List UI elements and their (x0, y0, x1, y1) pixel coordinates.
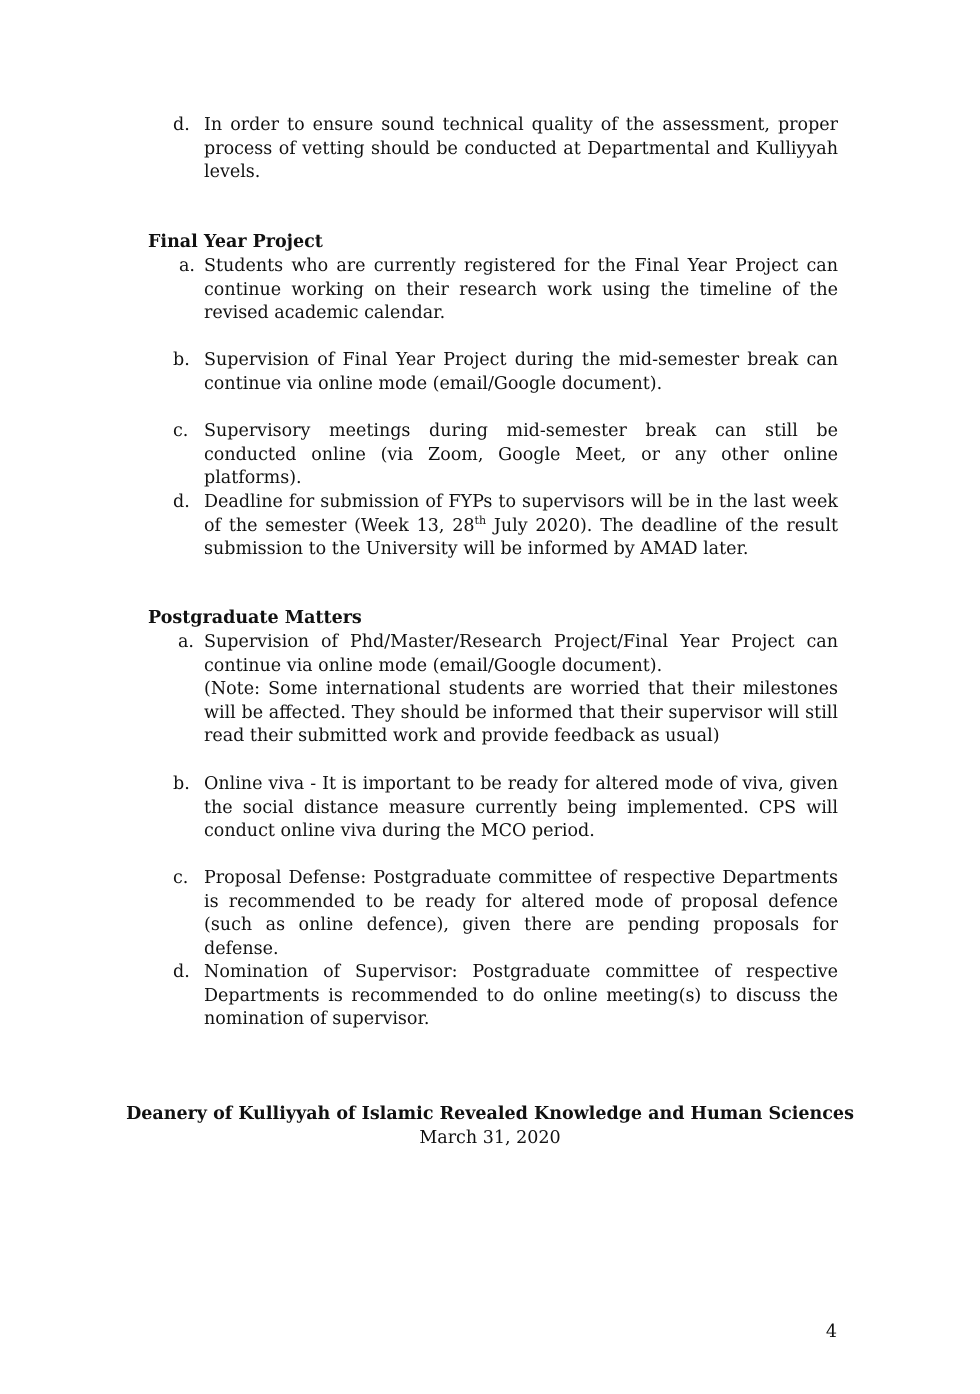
section-heading-postgraduate-matters: Postgraduate Matters (148, 608, 362, 628)
assessment-item-d (173, 114, 838, 185)
pg-item-c (173, 867, 838, 961)
issuer-name: Deanery of Kulliyyah of Islamic Revealed Knowledge and Human Sciences (126, 1104, 854, 1124)
page-number: 4 (825, 1322, 837, 1342)
issue-date: March 31, 2020 (419, 1127, 561, 1148)
superscript: th (474, 513, 487, 527)
list-marker: b. (173, 774, 190, 794)
section-heading-final-year-project: Final Year Project (148, 232, 323, 252)
list-marker: d. (173, 115, 190, 135)
signature-block (0, 1103, 980, 1150)
pg-item-b (173, 773, 838, 844)
fyp-item-c (173, 420, 838, 491)
fyp-item-a (173, 255, 838, 326)
list-item-text: Online viva - It is important to be ready for altered mode of viva, given the social distance measure currently being implemented. CPS will conduct online viva during the MCO period. (204, 774, 838, 842)
list-item-text (204, 491, 838, 562)
list-item-text: Supervision of Phd/Master/Research Project/Final Year Project can continue via online mode (email/Google document). (204, 632, 838, 676)
fyp-item-b (173, 349, 838, 396)
list-item-text: Nomination of Supervisor: Postgraduate committee of respective Departments is recommended to do online meeting(s) to discuss the nomination of supervisor. (204, 962, 838, 1030)
list-item-text: Proposal Defense: Postgraduate committee of respective Departments is recommended to be ready for altered mode of proposal defence (such as online defence), given there are pending proposals for defense. (204, 868, 838, 959)
list-marker: a. (178, 632, 194, 652)
list-marker: d. (173, 962, 190, 982)
list-marker: d. (173, 492, 190, 512)
fyp-item-d (173, 491, 838, 562)
list-marker: b. (173, 350, 190, 370)
list-item-note: (Note: Some international students are worried that their milestones will be affected. They should be informed that their supervisor will still read their submitted work and provide feedback as usual) (204, 679, 838, 747)
list-marker: a. (179, 256, 195, 276)
list-item-text: In order to ensure sound technical quality of the assessment, proper process of vetting should be conducted at Departmental and Kulliyyah levels. (204, 115, 838, 183)
list-marker: c. (173, 868, 189, 888)
pg-item-d (173, 961, 838, 1032)
list-marker: c. (173, 421, 189, 441)
list-item-text: Supervisory meetings during mid-semester break can still be conducted online (via Zoom, Google Meet, or any other online platforms). (204, 421, 838, 489)
text-part: Deadline for submission of FYPs to supervisors will be in the last week of the semester (Week 13, 28 (204, 492, 838, 536)
list-item-text: Students who are currently registered for the Final Year Project can continue working on their research work using the timeline of the revised academic calendar. (204, 256, 838, 324)
text-part: July 2020). The deadline of the result submission to the University will be informed by AMAD later. (204, 515, 838, 560)
list-item-text: Supervision of Final Year Project during the mid-semester break can continue via online mode (email/Google document). (204, 350, 838, 394)
pg-item-a (173, 631, 838, 749)
